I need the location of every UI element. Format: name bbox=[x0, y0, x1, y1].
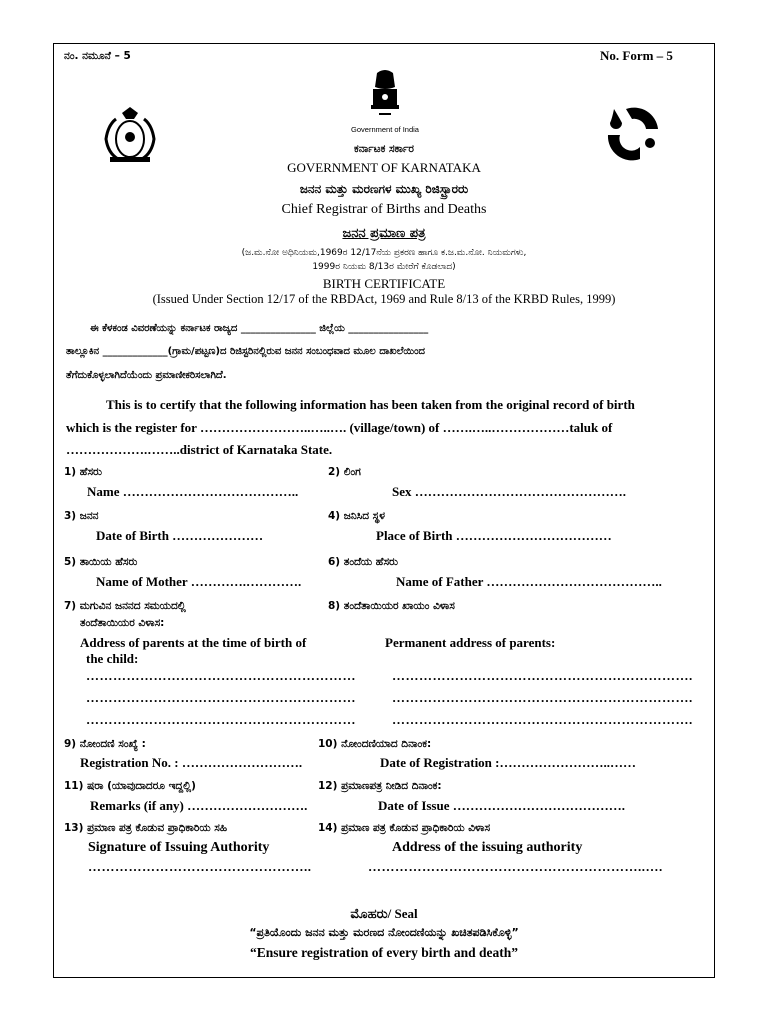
act-kn-line2: 1999ರ ನಿಯಮ 8/13ರ ಮೇರೆಗೆ ಕೊಡಲಾದ) bbox=[312, 262, 456, 272]
seal-label: ಮೊಹರು/ Seal bbox=[350, 906, 418, 921]
field-sex: Sex …………………………………………. bbox=[392, 484, 626, 499]
field-signature: Signature of Issuing Authority bbox=[88, 840, 270, 855]
addr-birth-line: …………………………………………………… bbox=[86, 712, 356, 727]
field-mother-kn: 5) ತಾಯಿಯ ಹೆಸರು bbox=[64, 556, 138, 568]
field-addr-birth-kn2: ತಂದೆತಾಯಿಯರ ವಿಳಾಸ: bbox=[80, 617, 165, 629]
field-father-kn: 6) ತಂದೆಯ ಹೆಸರು bbox=[328, 556, 398, 568]
cert-en-line1: This is to certify that the following information has been taken from the original record of birth bbox=[106, 397, 635, 412]
certificate-title-kn: ಜನನ ಪ್ರಮಾಣ ಪತ್ರ bbox=[342, 226, 426, 241]
field-authority-addr-kn: 14) ಪ್ರಮಾಣ ಪತ್ರ ಕೊಡುವ ಪ್ರಾಧಿಕಾರಿಯ ವಿಳಾಸ bbox=[318, 822, 491, 834]
act-en: (Issued Under Section 12/17 of the RBDAct, 1969 and Rule 8/13 of the KRBD Rules, 1999) bbox=[152, 292, 616, 306]
karnataka-emblem-icon bbox=[100, 105, 160, 165]
cert-kn-line3: ತೆಗೆದುಕೊಳ್ಳಲಾಗಿದೆಯೆಂದು ಪ್ರಮಾಣೀಕರಿಸಲಾಗಿದೆ. bbox=[66, 370, 227, 381]
slogan-en: “Ensure registration of every birth and death” bbox=[250, 945, 518, 960]
cert-en-line3: ……………….……..district of Karnataka State. bbox=[66, 442, 333, 457]
field-regno-kn: 9) ನೋಂದಣಿ ಸಂಖ್ಯೆ : bbox=[64, 738, 146, 750]
certificate-title-en: BIRTH CERTIFICATE bbox=[322, 276, 446, 291]
field-addr-birth-label1: Address of parents at the time of birth of bbox=[80, 635, 307, 650]
form-number-kn: ನಂ. ನಮೂನೆ – 5 bbox=[64, 50, 131, 62]
perm-addr-line: …………………………………………………………. bbox=[392, 690, 693, 705]
field-registration-no: Registration No. : ………………………. bbox=[80, 755, 303, 770]
field-date-of-registration: Date of Registration :……………………..…… bbox=[380, 755, 636, 770]
cert-en-line2: which is the register for ……………………..…..…. (village/town) of …….…..………………taluk of bbox=[66, 420, 613, 435]
field-mother-name: Name of Mother ………….…………. bbox=[96, 574, 302, 589]
field-dob-kn: 3) ಜನನ bbox=[64, 510, 99, 522]
field-father-name: Name of Father ………………………………….. bbox=[396, 574, 662, 589]
field-pob-kn: 4) ಜನಿಸಿದ ಸ್ಥಳ bbox=[328, 510, 386, 522]
authority-address-line: ……………………………………………………..…. bbox=[368, 859, 663, 874]
field-issuedate-kn: 12) ಪ್ರಮಾಣಪತ್ರ ನೀಡಿದ ದಿನಾಂಕ: bbox=[318, 780, 442, 792]
field-perm-addr-label: Permanent address of parents: bbox=[385, 635, 556, 650]
field-authority-address: Address of the issuing authority bbox=[392, 840, 583, 855]
addr-birth-line: …………………………………………………… bbox=[86, 690, 356, 705]
field-sex-kn: 2) ಲಿಂಗ bbox=[328, 466, 361, 478]
field-name: Name ………………………………….. bbox=[87, 484, 299, 499]
field-addr-birth-kn1: 7) ಮಗುವಿನ ಜನನದ ಸಮಯದಲ್ಲಿ bbox=[64, 600, 186, 612]
field-date-of-issue: Date of Issue …………………………………. bbox=[378, 798, 625, 813]
field-addr-birth-label2: the child: bbox=[86, 651, 139, 666]
perm-addr-line: …………………………………………………………. bbox=[392, 712, 693, 727]
field-remarks: Remarks (if any) ………………………. bbox=[90, 798, 308, 813]
addr-birth-line: …………………………………………………… bbox=[86, 668, 356, 683]
registrar-kn: ಜನನ ಮತ್ತು ಮರಣಗಳ ಮುಖ್ಯ ರಿಜಿಸ್ಟ್ರಾರರು bbox=[299, 182, 469, 196]
field-place-of-birth: Place of Birth ……………………………… bbox=[376, 528, 612, 543]
field-regdate-kn: 10) ನೋಂದಣಿಯಾದ ದಿನಾಂಕ: bbox=[318, 738, 432, 750]
cert-kn-line1: ಈ ಕೆಳಕಂಡ ವಿವರಣೆಯನ್ನು ಕರ್ನಾಟಕ ರಾಜ್ಯದ _______________ ಜಿಲ್ಲೆಯ ________________ bbox=[90, 323, 429, 334]
ashoka-emblem-icon bbox=[365, 67, 405, 121]
slogan-kn: “ಪ್ರತಿಯೊಂದು ಜನನ ಮತ್ತು ಮರಣದ ನೋಂದಣಿಯನ್ನು ಖಚಿತಪಡಿಸಿಕೊಳ್ಳಿ” bbox=[249, 926, 519, 939]
field-date-of-birth: Date of Birth ………………… bbox=[96, 528, 264, 543]
field-name-kn: 1) ಹೆಸರು bbox=[64, 466, 102, 478]
perm-addr-line: …………………………………………………………. bbox=[392, 668, 693, 683]
karnataka-govt-en: GOVERNMENT OF KARNATAKA bbox=[287, 160, 481, 175]
signature-line: ………………………………………….. bbox=[88, 859, 312, 874]
field-remarks-kn: 11) ಷರಾ (ಯಾವುದಾದರೂ ಇದ್ದಲ್ಲಿ) bbox=[64, 780, 196, 792]
act-kn-line1: (ಜ.ಮ.ನೋ ಅಧಿನಿಯಮ,1969ರ 12/17ನೆಯ ಪ್ರಕರಣ ಹಾಗೂ ಕ.ಜ.ಮ.ನೋ. ನಿಯಮಗಳು, bbox=[241, 248, 527, 258]
goi-caption: Government of India bbox=[351, 125, 419, 134]
cert-kn-line2: ತಾಲ್ಲೂಕಿನ _____________(ಗ್ರಾಮ/ಪಟ್ಟಣ)ದ ರಿಜಿಸ್ಟರಿನಲ್ಲಿರುವ ಜನನ ಸಂಬಂಧವಾದ ಮೂಲ ದಾಖಲೆಯಿಂದ bbox=[66, 346, 426, 357]
field-perm-addr-kn: 8) ತಂದೆತಾಯಿಯರ ಖಾಯಂ ವಿಳಾಸ bbox=[328, 600, 455, 612]
form-number-en: No. Form – 5 bbox=[600, 48, 673, 63]
field-signature-kn: 13) ಪ್ರಮಾಣ ಪತ್ರ ಕೊಡುವ ಪ್ರಾಧಿಕಾರಿಯ ಸಹಿ bbox=[64, 822, 228, 834]
registrar-en: Chief Registrar of Births and Deaths bbox=[281, 202, 487, 217]
karnataka-govt-kn: ಕರ್ನಾಟಕ ಸರ್ಕಾರ bbox=[354, 143, 414, 155]
